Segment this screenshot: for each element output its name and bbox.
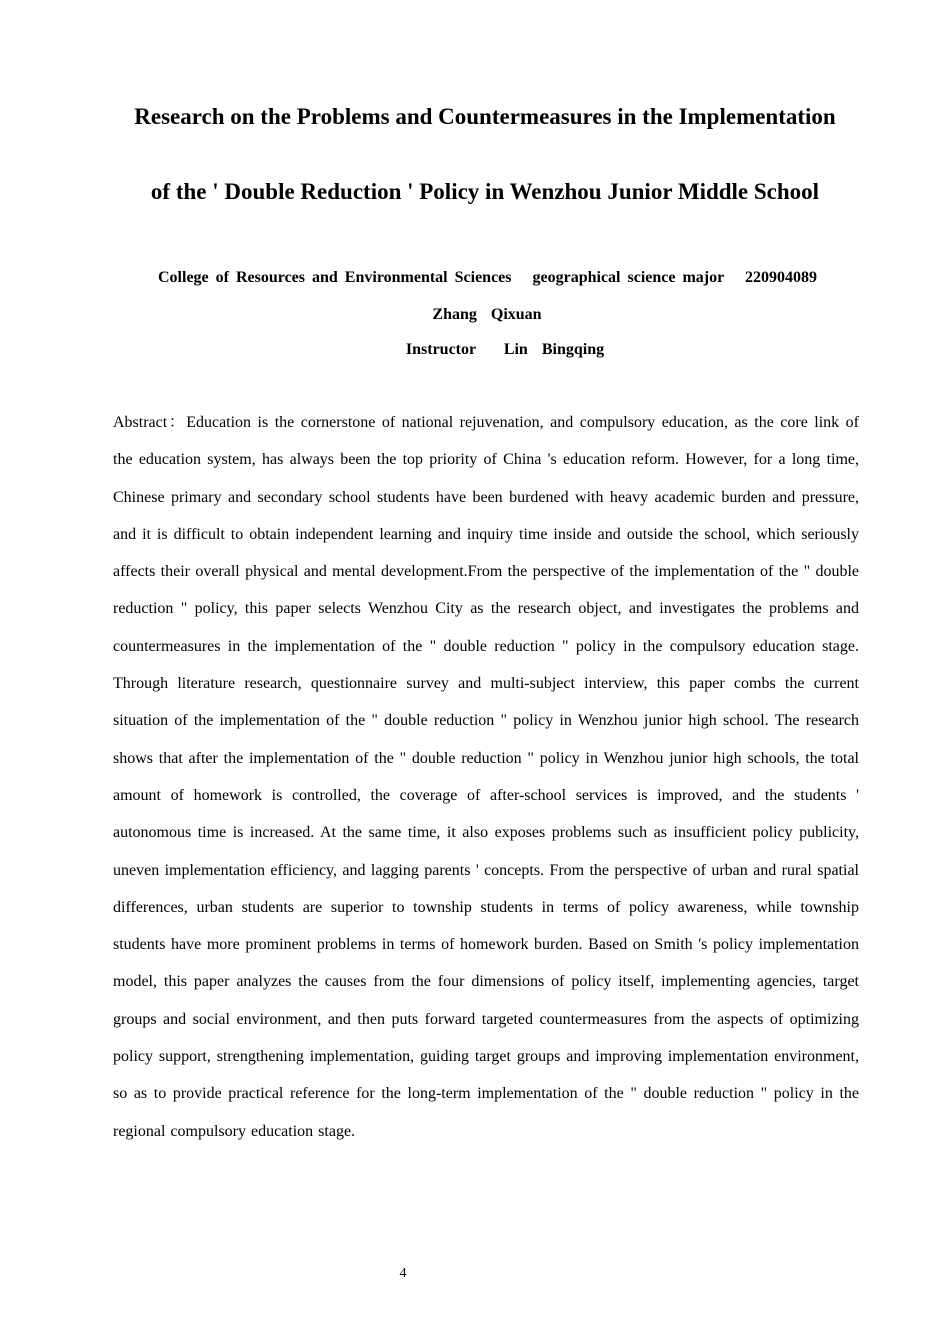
author-name: Zhang Qixuan — [432, 306, 542, 323]
paper-title-line-2: of the ' Double Reduction ' Policy in Wenzhou Junior Middle School — [150, 179, 820, 204]
abstract-label: Abstract： — [113, 414, 187, 431]
page-number: 4 — [399, 1266, 407, 1281]
paper-title-line-1: Research on the Problems and Countermeasures in the Implementation — [134, 104, 836, 129]
author-affiliation: College of Resources and Environmental Sciences geographical science major 220904089 — [158, 269, 817, 286]
instructor-name: Instructor Lin Bingqing — [405, 341, 605, 358]
abstract-text: Education is the cornerstone of national rejuvenation, and compulsory education, as the core link of the education system, has always been the top priority of China 's education reform. However, for a long time, Chinese primary and secondary school students have been burdened with heavy academic burden and pressure, and it is difficult to obtain independent learning and inquiry time inside and outside the school, which seriously affects their overall physical and mental development.From the perspective of the implementation of the " double reduction " policy, this paper selects Wenzhou City as the research object, and investigates the problems and countermeasures in the implementation of the " double reduction " policy in the compulsory education stage. Through literature research, questionnaire survey and multi-subject interview, this paper combs the current situation of the implementation of the " double reduction " policy in Wenzhou junior high school. The research shows that after the implementation of the " double reduction " policy in Wenzhou junior high schools, the total amount of homework is controlled, the coverage of after-school services is improved, and the students ' autonomous time is increased. At the same time, it also exposes problems such as insufficient policy publicity, uneven implementation efficiency, and lagging parents ' concepts. From the perspective of urban and rural spatial differences, urban students are superior to township students in terms of policy awareness, while township students have more prominent problems in terms of homework burden. Based on Smith 's policy implementation model, this paper analyzes the causes from the four dimensions of policy itself, implementing agencies, target groups and social environment, and then puts forward targeted countermeasures from the aspects of optimizing policy support, strengthening implementation, guiding target groups and improving implementation environment, so as to provide practical reference for the long-term implementation of the " double reduction " policy in the regional compulsory education stage. — [113, 414, 859, 1140]
abstract-paragraph — [113, 404, 859, 1150]
